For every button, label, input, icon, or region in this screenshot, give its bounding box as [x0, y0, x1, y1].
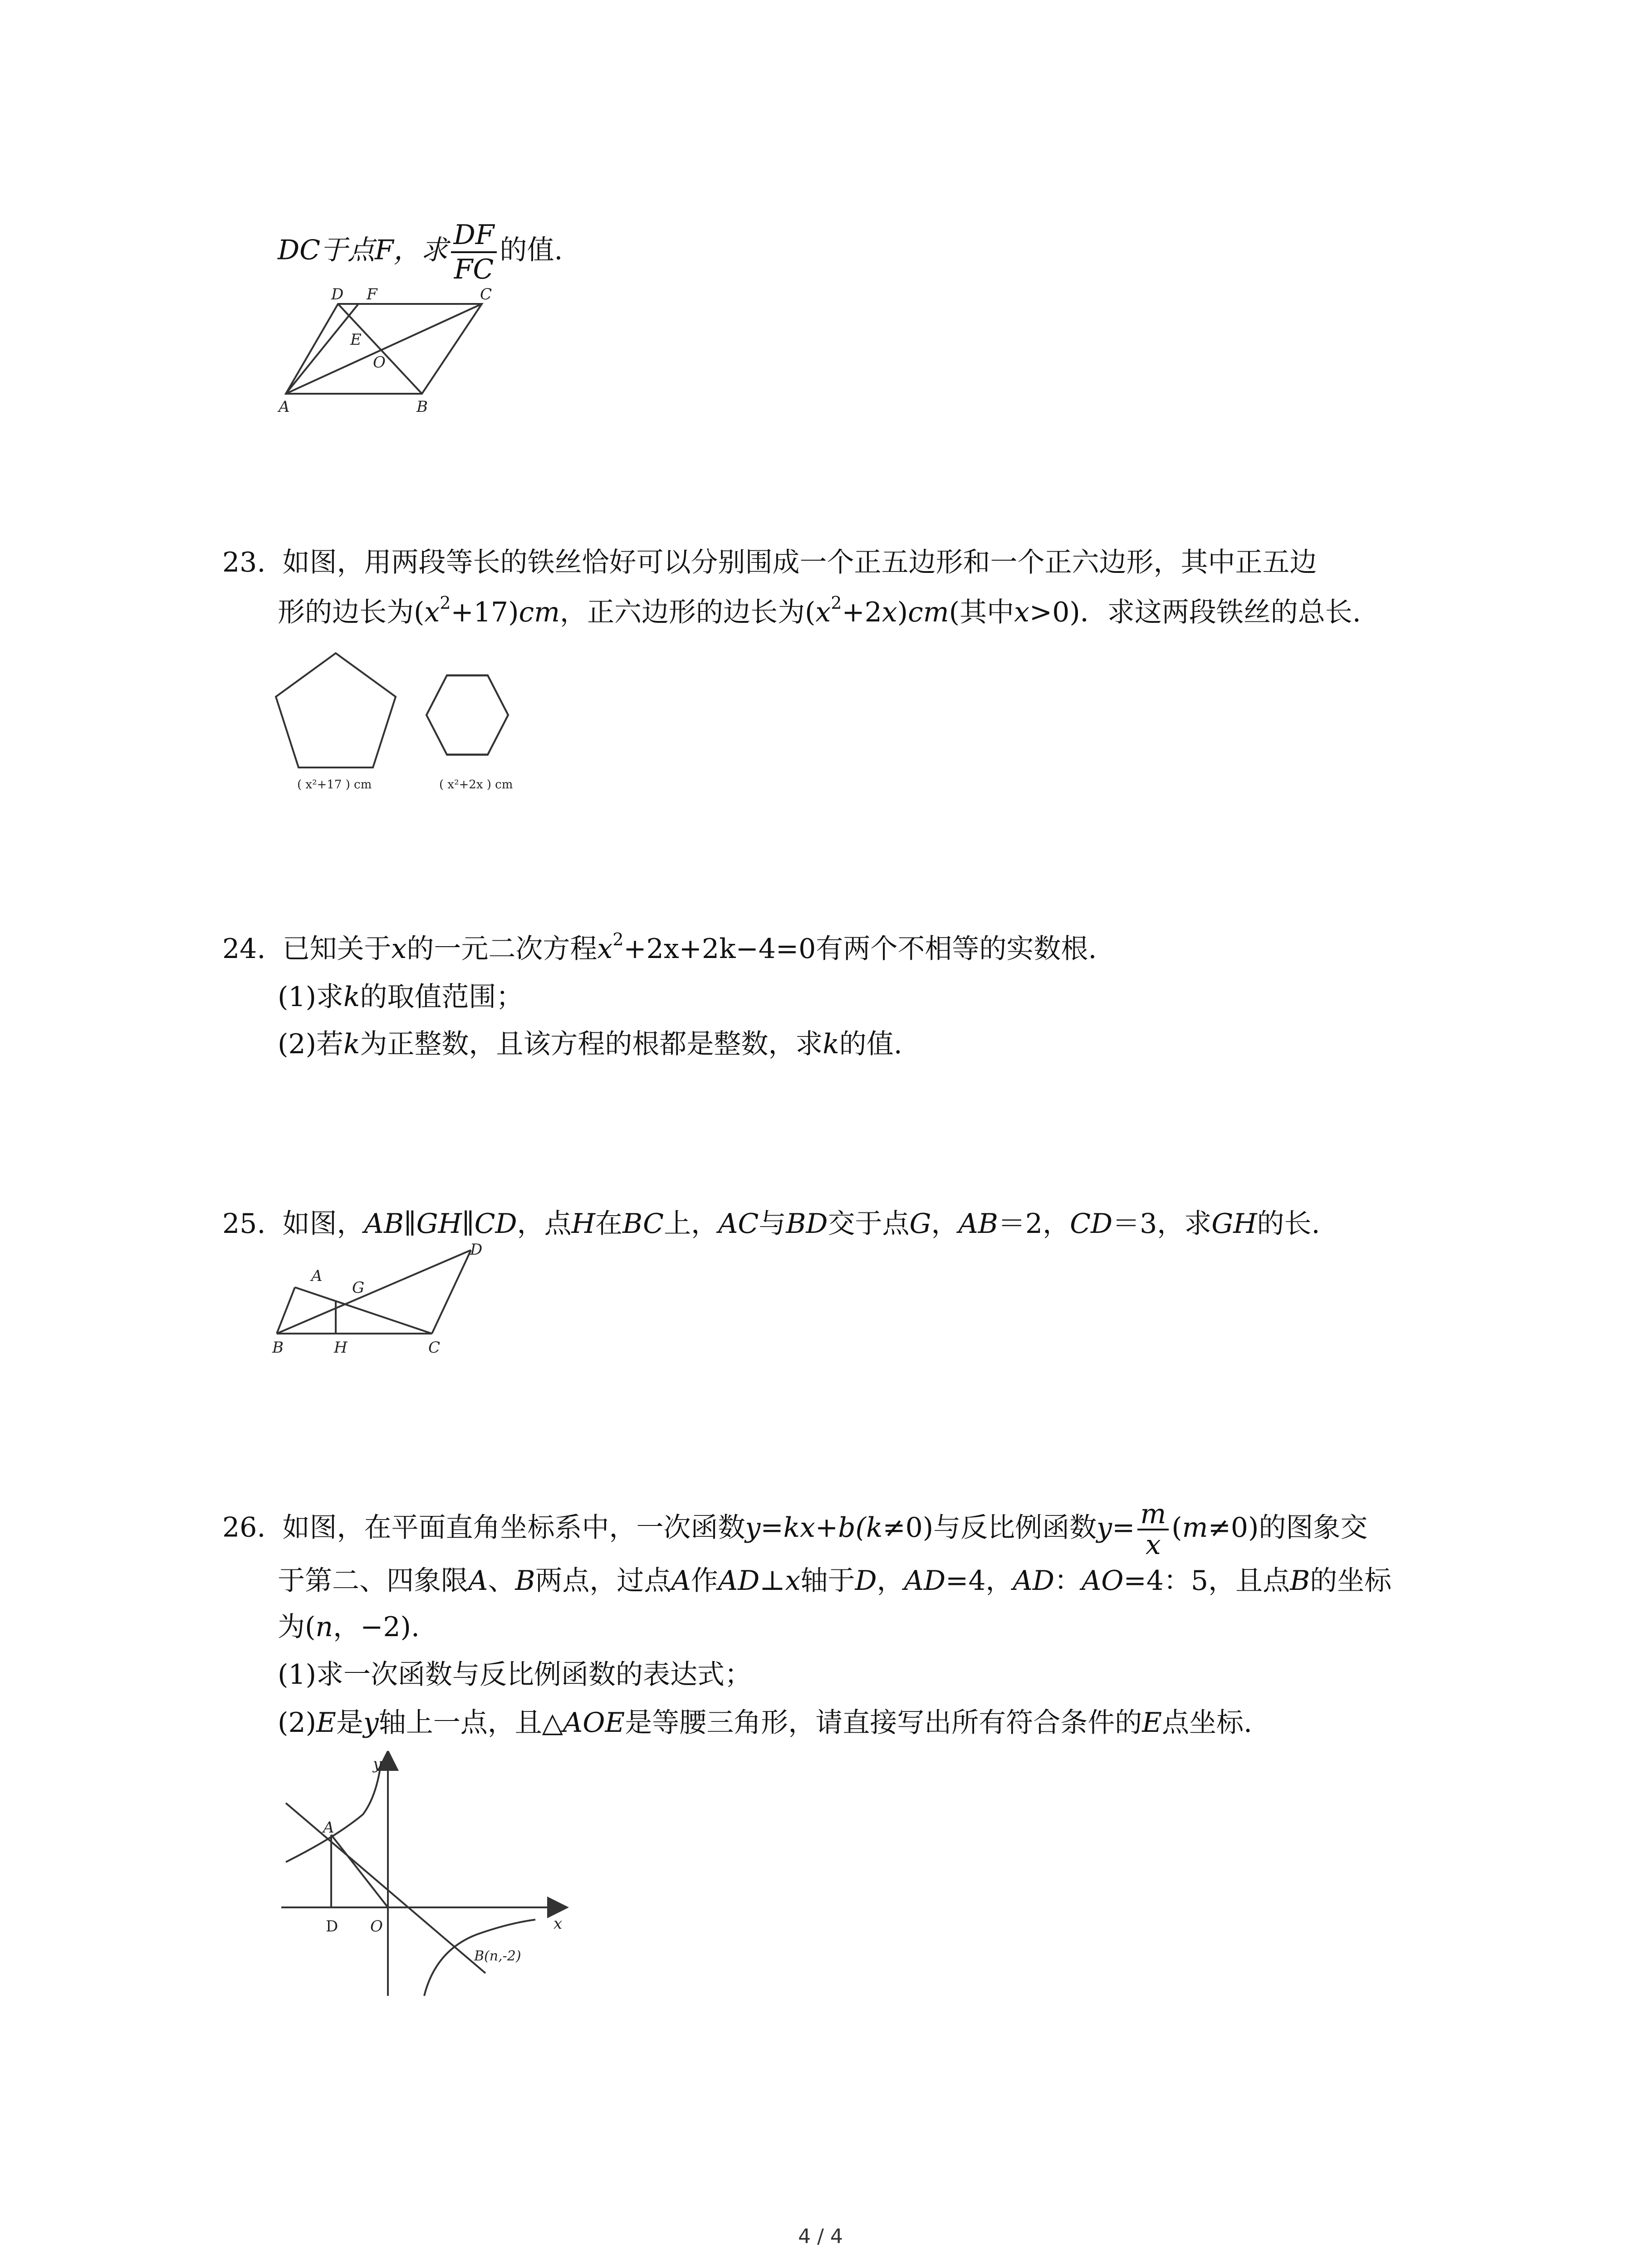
q26-p2g: 是等腰三角形，请直接写出所有符合条件的: [625, 1707, 1142, 1739]
q23-l2g: +2: [842, 596, 882, 628]
q26-ao-segment: [331, 1835, 388, 1907]
q22-figure: [272, 286, 508, 417]
q26-l2a: 于第二、四象限: [278, 1565, 468, 1597]
q26-y-label: y: [373, 1755, 382, 1773]
q26-l1g: ≠0)的图象交: [1208, 1511, 1368, 1544]
q26-l3a: 为(: [278, 1611, 316, 1643]
q22-label-e: E: [350, 331, 362, 349]
q26-l2k: 轴于: [800, 1565, 855, 1597]
q26-p2i: 点坐标.: [1162, 1707, 1253, 1739]
q25-f: BC: [622, 1208, 664, 1240]
q26-hyperbola-branch-2: [286, 1762, 381, 1862]
q23-l2i: ): [897, 596, 908, 628]
q24-p2b: k: [343, 1028, 360, 1060]
q26-l2f: A: [671, 1565, 691, 1597]
q26-l2g: 作: [691, 1565, 718, 1597]
q23-pentagon: [276, 653, 396, 767]
q24-l1c: 的一元二次方程: [407, 933, 598, 965]
q25-c: ，点: [517, 1208, 572, 1240]
q23-l2j: cm: [908, 596, 949, 628]
q26-x-label: x: [554, 1915, 563, 1933]
q26-l2n: AD: [904, 1565, 946, 1597]
q25-label-b: B: [272, 1339, 284, 1357]
page-number: 4 / 4: [798, 2225, 843, 2248]
q26-l1a: 如图，在平面直角坐标系中，一次函数: [282, 1511, 745, 1544]
q24-sup: 2: [612, 929, 624, 949]
q26-l2p: AD: [1013, 1565, 1054, 1597]
q23-l2e: ，正六边形的边长为(: [559, 596, 816, 628]
q26-number: 26.: [222, 1511, 266, 1544]
q25-i: 与: [759, 1208, 786, 1240]
q25-m: ，: [931, 1208, 959, 1240]
q23-hexagon-label: ( x²+2x ) cm: [439, 778, 513, 792]
q26-p2d: y: [363, 1707, 379, 1739]
q26-l2e: 两点，过点: [535, 1565, 671, 1597]
q22-label-c: C: [480, 286, 492, 303]
q26-l2q: ：: [1054, 1565, 1082, 1597]
q26-p2c: 是: [336, 1707, 363, 1739]
q23-pentagon-label: ( x²+17 ) cm: [297, 778, 372, 792]
q25-a: 如图，: [282, 1208, 364, 1240]
q24-line1: [222, 931, 1097, 967]
q23-text1: 如图，用两段等长的铁丝恰好可以分别围成一个正五边形和一个正六边形，其中正五边: [282, 547, 1317, 578]
q26-origin: O: [370, 1917, 383, 1936]
q25-o: ＝2，: [998, 1208, 1070, 1240]
q26-figure: [272, 1751, 572, 2005]
q26-l2b: A: [468, 1565, 488, 1597]
q26-part2: [278, 1705, 1252, 1741]
q26-fraction: [1137, 1500, 1169, 1559]
q26-l1b: y=kx+b(k: [745, 1511, 883, 1544]
q26-l2i: ⊥: [759, 1565, 785, 1597]
q26-point-b: B(n,-2): [474, 1948, 521, 1964]
q26-l2d: B: [515, 1565, 535, 1597]
q26-frac-num: m: [1137, 1500, 1169, 1530]
q26-p2b: E: [316, 1707, 336, 1739]
q26-l2r: AO: [1081, 1565, 1124, 1597]
q23-l2c: +17): [451, 596, 519, 628]
q26-l1c: ≠0)与反比例函数: [882, 1511, 1097, 1544]
q26-l2s: =4：5，且点: [1123, 1565, 1290, 1597]
q26-p2f: AOE: [563, 1707, 625, 1739]
q26-l1f: m: [1182, 1511, 1208, 1544]
q22-post: 的值.: [500, 234, 563, 266]
q26-l2j: x: [785, 1565, 801, 1597]
q25-n: AB: [958, 1208, 998, 1240]
q22-label-b: B: [416, 398, 428, 416]
q26-part1: [278, 1657, 752, 1693]
q25-j: BD: [786, 1208, 828, 1240]
q23-l2d: cm: [519, 596, 560, 628]
q26-l3c: ，−2).: [333, 1611, 420, 1643]
q26-line1: [222, 1500, 1367, 1559]
q24-l1b: x: [391, 933, 407, 965]
q25-l: G: [909, 1208, 931, 1240]
q25-label-g: G: [352, 1279, 365, 1297]
q26-l1d: y=: [1097, 1511, 1135, 1544]
q26-l2m: ，: [877, 1565, 904, 1597]
q26-linear-function: [286, 1803, 485, 1973]
q25-number: 25.: [222, 1208, 266, 1240]
q24-p2e: 的值.: [839, 1028, 902, 1060]
q26-l2o: =4，: [945, 1565, 1013, 1597]
q23-number: 23.: [222, 547, 266, 578]
q23-l2l: x: [1014, 596, 1029, 628]
q25-d: H: [571, 1208, 595, 1240]
q23-line2: [278, 594, 1361, 631]
q26-l1e: (: [1171, 1511, 1182, 1544]
q26-p1: (1)求一次函数与反比例函数的表达式；: [278, 1659, 752, 1691]
q25-label-d: D: [470, 1243, 483, 1259]
q26-p2a: (2): [278, 1707, 316, 1739]
q22-pre: DC于点F，求: [278, 234, 448, 266]
q23-sup2: 2: [831, 593, 842, 613]
q25-p: CD: [1070, 1208, 1113, 1240]
q24-part2: [278, 1026, 902, 1062]
q24-number: 24.: [222, 933, 266, 965]
q25-b: AB∥GH∥CD: [364, 1208, 517, 1240]
q23-hexagon: [426, 675, 508, 755]
q25-label-c: C: [428, 1339, 441, 1357]
q23-l2a: 形的边长为(: [278, 596, 425, 628]
q24-p1b: k: [343, 981, 360, 1013]
q25-figure: [268, 1243, 504, 1361]
q22-label-d: D: [331, 286, 344, 303]
q24-part1: [278, 979, 523, 1015]
q26-l3b: n: [315, 1611, 333, 1643]
q24-p1c: 的取值范围；: [360, 981, 524, 1013]
q22-fraction: [451, 219, 497, 286]
q22-label-a: A: [279, 398, 290, 416]
q25-r: GH: [1211, 1208, 1257, 1240]
q25-line: [222, 1206, 1320, 1242]
q26-l2u: 的坐标: [1310, 1565, 1392, 1597]
q26-l2l: D: [855, 1565, 877, 1597]
q24-p1a: (1)求: [278, 981, 343, 1013]
q26-p2e: 轴上一点，且△: [378, 1707, 563, 1739]
q26-point-a: A: [323, 1818, 334, 1837]
q26-l2t: B: [1290, 1565, 1310, 1597]
q24-l1e: +2x+2k−4=0有两个不相等的实数根.: [623, 933, 1097, 965]
q25-e: 在: [595, 1208, 622, 1240]
q24-p2d: k: [823, 1028, 839, 1060]
q22-label-o: O: [373, 353, 386, 371]
q26-line3: [278, 1609, 420, 1645]
q25-h: AC: [718, 1208, 759, 1240]
q24-l1a: 已知关于: [282, 933, 392, 965]
q22-label-f: F: [367, 286, 377, 303]
q25-label-h: H: [334, 1339, 348, 1357]
q23-l2b: x: [424, 596, 440, 628]
q24-p2c: 为正整数，且该方程的根都是整数，求: [360, 1028, 823, 1060]
q26-l2h: AD: [718, 1565, 760, 1597]
q23-sup1: 2: [440, 593, 451, 613]
q26-l2c: 、: [488, 1565, 515, 1597]
q23-l2m: >0)．求这两段铁丝的总长.: [1029, 596, 1361, 628]
q25-g: 上，: [664, 1208, 719, 1240]
q25-s: 的长.: [1257, 1208, 1320, 1240]
q25-label-a: A: [311, 1267, 323, 1285]
q23-l2f: x: [815, 596, 831, 628]
q23-line1: [222, 544, 1317, 581]
q23-figure: [272, 644, 563, 798]
q25-q: ＝3，求: [1112, 1208, 1212, 1240]
q26-line2: [278, 1563, 1391, 1599]
q23-l2k: (其中: [949, 596, 1014, 628]
q24-l1d: x: [597, 933, 613, 965]
q26-point-d: D: [326, 1917, 338, 1936]
q26-p2h: E: [1142, 1707, 1162, 1739]
q25-k: 交于点: [828, 1208, 910, 1240]
q24-p2a: (2)若: [278, 1028, 343, 1060]
q22-frac-den: FC: [454, 254, 494, 285]
q23-l2h: x: [882, 596, 897, 628]
q22-frac-num: DF: [451, 219, 497, 253]
q22-text: [278, 219, 563, 286]
q26-frac-den: x: [1145, 1529, 1161, 1561]
